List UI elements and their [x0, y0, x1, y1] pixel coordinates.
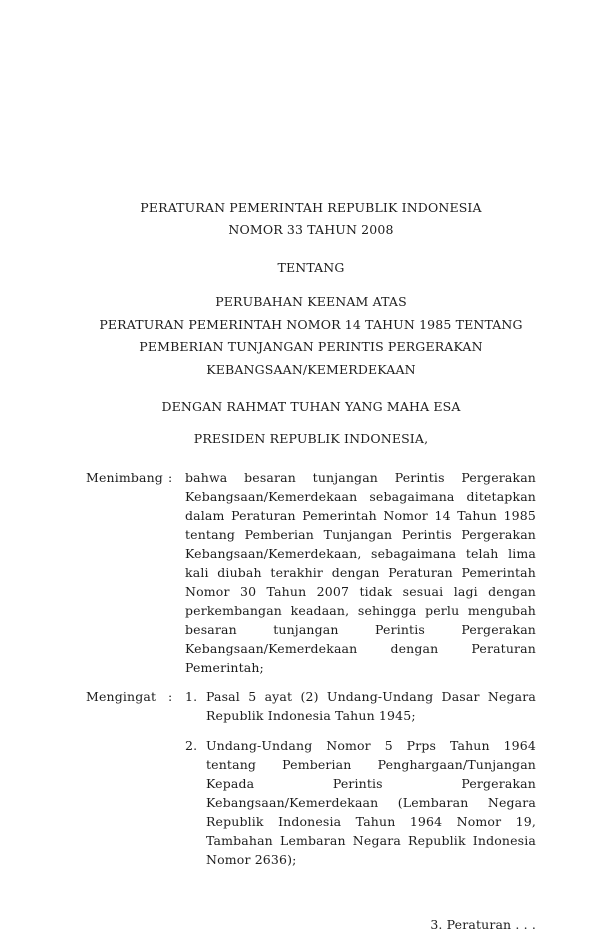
menimbang-text: bahwa besaran tunjangan Perintis Pergerakan Kebangsaan/Kemerdekaan sebagaimana ditetapkan dalam Peraturan Pemerintah Nomor 14 Tahun 1985 tentang Pemberian Tunjangan Perintis Pergerakan Kebangsaan/Kemerdekaan, sebagaimana telah lima kali diubah terakhir dengan Peraturan Pemerintah Nomor 30 Tahun 2007 tidak sesuai lagi dengan perkembangan keadaan, sehingga perlu mengubah besaran tunjangan Perintis Pergerakan Kebangsaan/Kemerdekaan dengan Peraturan Pemerintah; — [185, 470, 536, 675]
list-item — [185, 687, 536, 725]
document-title — [86, 197, 536, 241]
item-number: 1. — [185, 689, 198, 704]
authority-line: PRESIDEN REPUBLIK INDONESIA, — [193, 431, 429, 446]
mengingat-label: Mengingat — [86, 689, 157, 704]
menimbang-label: Menimbang — [86, 470, 163, 485]
subject-line: PERATURAN PEMERINTAH NOMOR 14 TAHUN 1985 TENTANG — [99, 316, 523, 332]
subject-line: PERUBAHAN KEENAM ATAS — [215, 294, 407, 309]
mengingat-section — [86, 687, 536, 869]
subject-line: KEBANGSAAN/KEMERDEKAAN — [206, 361, 416, 377]
tentang-heading: TENTANG — [277, 260, 345, 275]
item-text: Undang-Undang Nomor 5 Prps Tahun 1964 tentang Pemberian Penghargaan/Tunjangan Kepada Perintis Pergerakan Kebangsaan/Kemerdekaan (Lembaran Negara Republik Indonesia Tahun 1964 Nomor 19, Tambahan Lembaran Negara Republik Indonesia Nomor 2636); — [206, 738, 536, 867]
subject-line: PEMBERIAN TUNJANGAN PERINTIS PERGERAKAN — [139, 339, 483, 354]
mengingat-items — [185, 687, 536, 869]
menimbang-section — [86, 468, 536, 677]
title-line-regulation: PERATURAN PEMERINTAH REPUBLIK INDONESIA — [140, 200, 482, 215]
regulation-document — [86, 197, 536, 934]
invocation-line: DENGAN RAHMAT TUHAN YANG MAHA ESA — [161, 399, 461, 414]
page-catchword: 3. Peraturan . . . — [430, 917, 536, 932]
subject-block — [86, 291, 536, 381]
item-number: 2. — [185, 738, 198, 753]
list-item — [185, 736, 536, 869]
title-line-number: NOMOR 33 TAHUN 2008 — [228, 222, 394, 237]
menimbang-colon: : — [168, 470, 173, 485]
item-text: Pasal 5 ayat (2) Undang-Undang Dasar Negara Republik Indonesia Tahun 1945; — [206, 689, 536, 723]
mengingat-colon: : — [168, 689, 173, 704]
